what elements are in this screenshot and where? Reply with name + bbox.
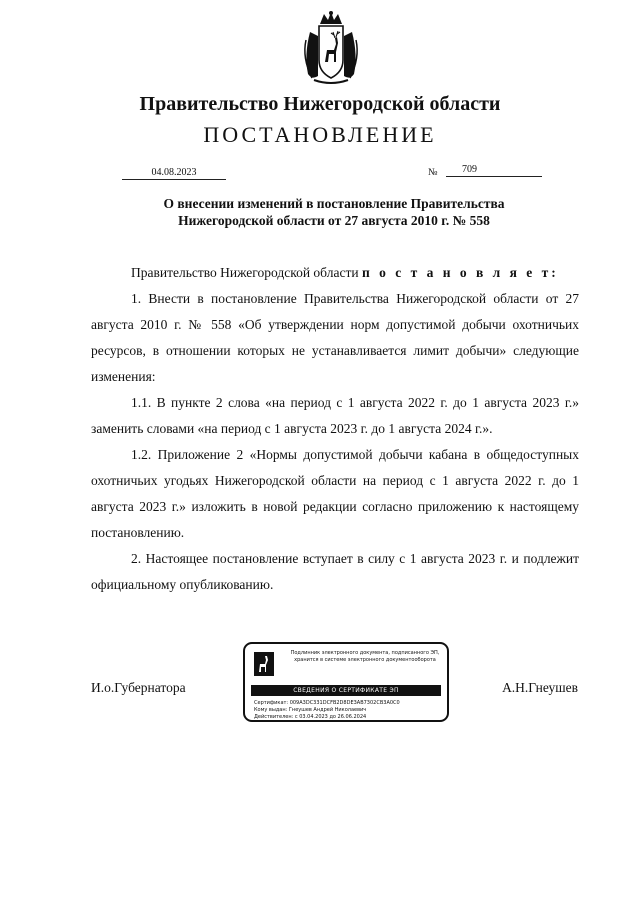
electronic-signature-stamp <box>243 642 449 722</box>
signatory-name: А.Н.Гнеушев <box>502 680 578 695</box>
organization-name: Правительство Нижегородской области <box>139 93 501 115</box>
paragraph-1-1: 1.1. В пункте 2 слова «на период с 1 августа 2022 г. до 1 августа 2023 г.» заменить словами «на период с 1 августа 2023 г. до 1 августа 2024 г.». <box>91 395 579 436</box>
title-line-1: О внесении изменений в постановление Правительства <box>163 196 505 211</box>
stamp-header-line-1: Подлинник электронного документа, подписанного ЭП, <box>290 650 440 656</box>
stamp-header <box>285 650 445 664</box>
deer-emblem-icon <box>254 652 274 676</box>
intro-text: Правительство Нижегородской области <box>131 265 362 280</box>
document-type: ПОСТАНОВЛЕНИЕ <box>203 122 437 147</box>
stamp-header-line-2: хранится в системе электронного документооборота <box>294 657 436 663</box>
document-body <box>91 260 579 598</box>
coat-of-arms-icon <box>300 10 362 85</box>
stamp-certificate-id: Сертификат: 009A3DC331DCFB2D8DE3AB7302CB3A0C0 <box>254 700 400 706</box>
document-title <box>90 195 578 229</box>
stamp-certificate-bar: СВЕДЕНИЯ О СЕРТИФИКАТЕ ЭП <box>251 685 441 696</box>
intro-paragraph <box>91 260 579 286</box>
number-label: № <box>428 167 438 178</box>
intro-decree-word: п о с т а н о в л я е т: <box>361 265 559 280</box>
document-date: 04.08.2023 <box>122 167 226 180</box>
stamp-validity: Действителен: с 03.04.2023 до 26.06.2024 <box>254 714 367 720</box>
paragraph-1: 1. Внести в постановление Правительства Нижегородской области от 27 августа 2010 г. № 558 «Об утверждении норм допустимой добычи охотничьих ресурсов, в отношении которых не устанавливается лимит добычи» следующие изменения: <box>91 291 579 384</box>
signatory-position: И.о.Губернатора <box>91 680 186 695</box>
stamp-owner: Кому выдан: Гнеушев Андрей Николаевич <box>254 707 367 713</box>
paragraph-2: 2. Настоящее постановление вступает в силу с 1 августа 2023 г. и подлежит официальному опубликованию. <box>91 551 579 592</box>
paragraph-1-2: 1.2. Приложение 2 «Нормы допустимой добычи кабана в общедоступных охотничьих угодьях Нижегородской области на период с 1 августа 2022 г. до 1 августа 2023 г.» изложить в новой редакции согласно приложению к настоящему постановлению. <box>91 447 579 540</box>
document-number: 709 <box>446 164 542 177</box>
title-line-2: Нижегородской области от 27 августа 2010 г. № 558 <box>178 213 490 228</box>
